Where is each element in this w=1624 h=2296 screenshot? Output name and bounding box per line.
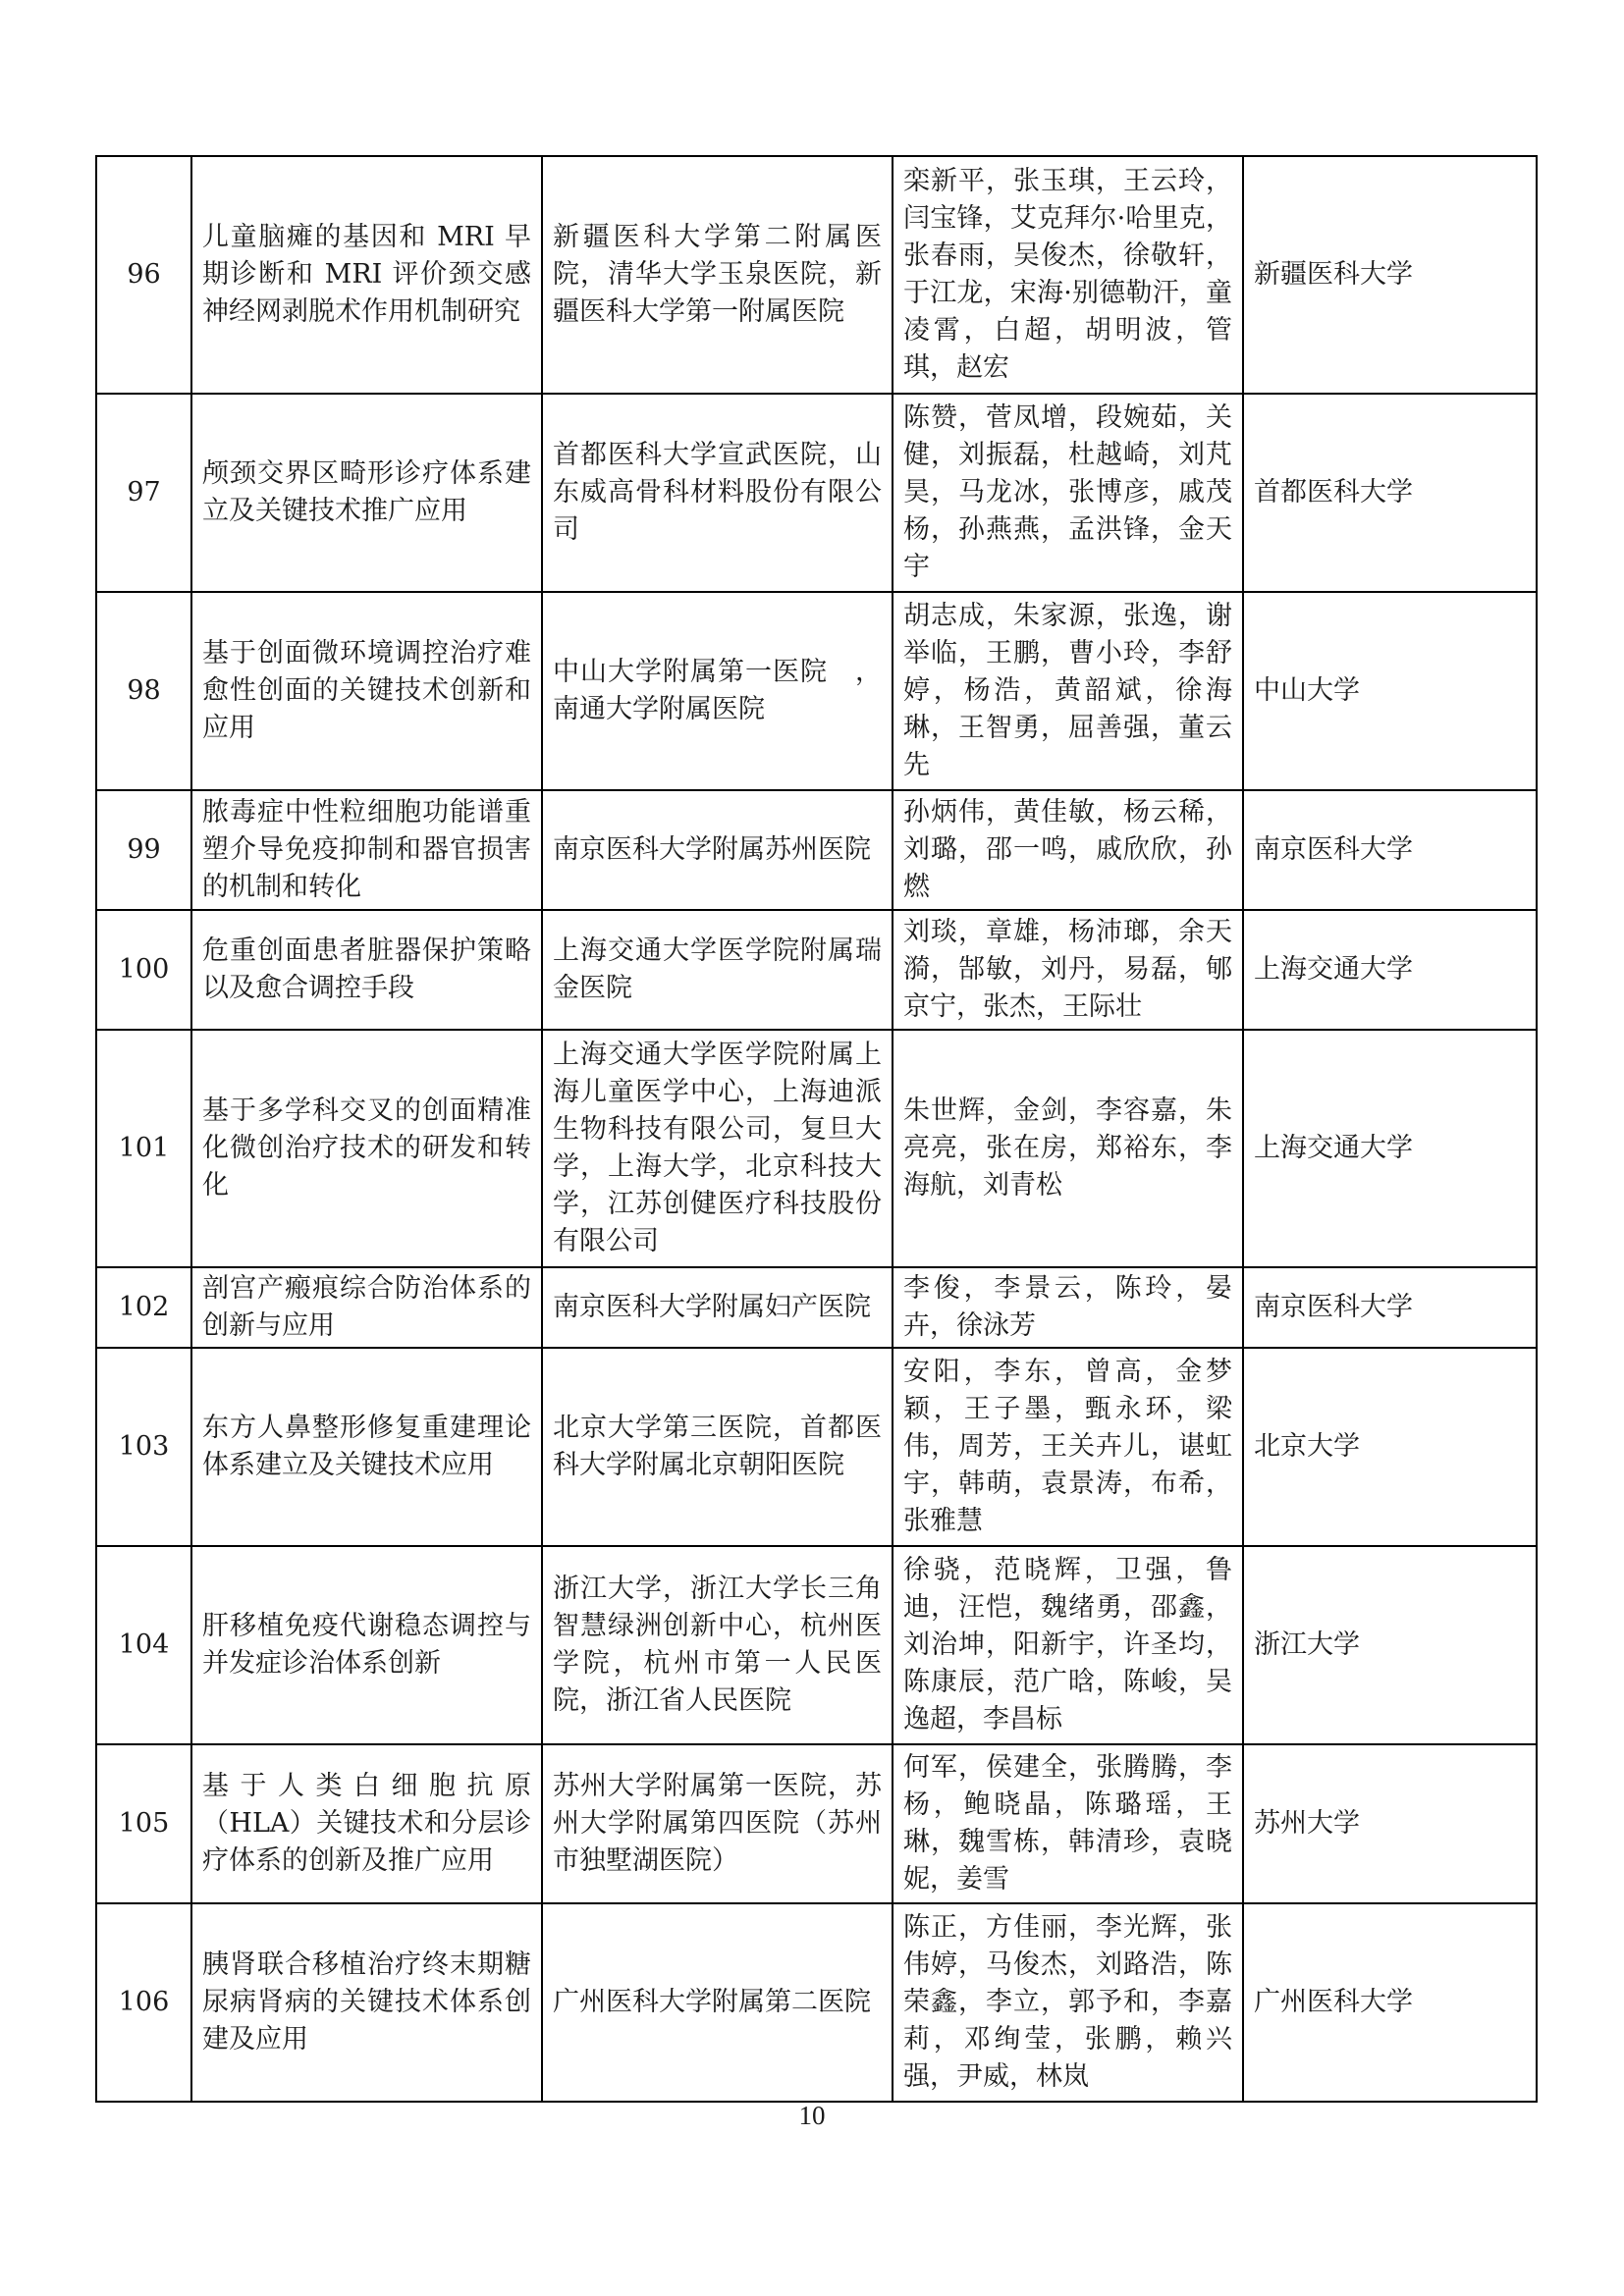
completing-people-text: 李俊，李景云，陈玲，晏卉，徐泳芳	[903, 1273, 1232, 1341]
completing-units	[542, 1030, 893, 1267]
completing-people	[893, 592, 1243, 790]
row-number: 106	[96, 1903, 191, 2102]
nominator-text: 南京医科大学	[1254, 834, 1413, 865]
nominator-text: 中山大学	[1254, 675, 1360, 706]
completing-people	[893, 156, 1243, 394]
nominator	[1243, 910, 1537, 1030]
project-title	[191, 910, 542, 1030]
project-title	[191, 1903, 542, 2102]
completing-people	[893, 1744, 1243, 1903]
completing-people-text: 何军，侯建全，张腾腾，李杨，鲍晓晶，陈璐瑶，王琳，魏雪栋，韩清珍，袁晓妮，姜雪	[903, 1752, 1232, 1895]
row-number: 105	[96, 1744, 191, 1903]
nominator	[1243, 1903, 1537, 2102]
row-number: 99	[96, 790, 191, 910]
completing-people-text: 安阳，李东，曾高，金梦颖，王子墨，甄永环，梁伟，周芳，王关卉儿，谌虹宇，韩萌，袁景涛，布希，张雅慧	[903, 1357, 1232, 1536]
project-title	[191, 1267, 542, 1348]
completing-units-text: 浙江大学，浙江大学长三角智慧绿洲创新中心，杭州医学院，杭州市第一人民医院，浙江省人民医院	[553, 1574, 882, 1716]
nominator	[1243, 156, 1537, 394]
project-title	[191, 1546, 542, 1744]
completing-people	[893, 1267, 1243, 1348]
project-title	[191, 394, 542, 592]
completing-people-text: 孙炳伟，黄佳敏，杨云稀，刘璐，邵一鸣，戚欣欣，孙燃	[903, 797, 1232, 902]
table-row	[96, 156, 1537, 394]
completing-units	[542, 1348, 893, 1546]
nominator-text: 新疆医科大学	[1254, 259, 1413, 290]
table-row	[96, 1744, 1537, 1903]
nominator	[1243, 1348, 1537, 1546]
row-number: 101	[96, 1030, 191, 1267]
completing-people-text: 徐骁，范晓辉，卫强，鲁迪，汪恺，魏绪勇，邵鑫，刘治坤，阳新宇，许圣均，陈康辰，范广晗，陈峻，吴逸超，李昌标	[903, 1555, 1232, 1735]
nominator	[1243, 394, 1537, 592]
table-row	[96, 1546, 1537, 1744]
project-title-text: 脓毒症中性粒细胞功能谱重塑介导免疫抑制和器官损害的机制和转化	[202, 797, 531, 902]
nominator	[1243, 790, 1537, 910]
completing-people	[893, 1903, 1243, 2102]
table-row	[96, 1903, 1537, 2102]
completing-people-text: 陈正，方佳丽，李光辉，张伟婷，马俊杰，刘路浩，陈荣鑫，李立，郭予和，李嘉莉，邓绚莹，张鹏，赖兴强，尹威，林岚	[903, 1912, 1232, 2092]
nominator-text: 首都医科大学	[1254, 477, 1413, 507]
nominator-text: 上海交通大学	[1254, 1133, 1413, 1163]
project-title	[191, 1348, 542, 1546]
nominator-text: 苏州大学	[1254, 1808, 1360, 1839]
nominator-text: 南京医科大学	[1254, 1292, 1413, 1322]
nominator-text: 北京大学	[1254, 1431, 1360, 1462]
nominator-text: 浙江大学	[1254, 1629, 1360, 1660]
completing-units	[542, 1903, 893, 2102]
completing-units	[542, 910, 893, 1030]
completing-units-text: 新疆医科大学第二附属医院，清华大学玉泉医院，新疆医科大学第一附属医院	[553, 222, 882, 327]
completing-units-text: 北京大学第三医院，首都医科大学附属北京朝阳医院	[553, 1413, 882, 1480]
completing-units	[542, 394, 893, 592]
project-title	[191, 592, 542, 790]
completing-units	[542, 790, 893, 910]
table-row	[96, 1267, 1537, 1348]
project-title	[191, 1030, 542, 1267]
project-title-text: 肝移植免疫代谢稳态调控与并发症诊治体系创新	[202, 1611, 531, 1679]
nominator	[1243, 1744, 1537, 1903]
nominator	[1243, 1267, 1537, 1348]
completing-people-text: 胡志成，朱家源，张逸，谢举临，王鹏，曹小玲，李舒婷，杨浩，黄韶斌，徐海琳，王智勇，屈善强，董云先	[903, 601, 1232, 780]
completing-people	[893, 910, 1243, 1030]
row-number: 100	[96, 910, 191, 1030]
completing-units-text: 广州医科大学附属第二医院	[553, 1987, 871, 2017]
project-title-text: 基于人类白细胞抗原（HLA）关键技术和分层诊疗体系的创新及推广应用	[202, 1771, 531, 1876]
nominator	[1243, 1546, 1537, 1744]
project-title-text: 剖宫产瘢痕综合防治体系的创新与应用	[202, 1273, 531, 1341]
completing-people	[893, 1348, 1243, 1546]
project-title	[191, 790, 542, 910]
table-row	[96, 1030, 1537, 1267]
completing-people	[893, 1030, 1243, 1267]
completing-people-text: 栾新平，张玉琪，王云玲，闫宝锋，艾克拜尔·哈里克，张春雨，吴俊杰，徐敬轩，于江龙，宋海·别德勒汗，童凌霄，白超，胡明波，管琪，赵宏	[903, 166, 1232, 383]
nominator-text: 广州医科大学	[1254, 1987, 1413, 2017]
completing-units	[542, 1546, 893, 1744]
project-title-text: 儿童脑瘫的基因和 MRI 早期诊断和 MRI 评价颈交感神经网剥脱术作用机制研究	[202, 222, 531, 327]
project-title	[191, 1744, 542, 1903]
row-number: 104	[96, 1546, 191, 1744]
table-row	[96, 592, 1537, 790]
table-row	[96, 790, 1537, 910]
row-number: 96	[96, 156, 191, 394]
completing-people	[893, 1546, 1243, 1744]
table-row	[96, 910, 1537, 1030]
nominator-text: 上海交通大学	[1254, 954, 1413, 985]
completing-units-text: 南京医科大学附属妇产医院	[553, 1292, 871, 1322]
completing-units-text: 中山大学附属第一医院 ，南通大学附属医院	[553, 657, 882, 724]
award-table	[95, 155, 1538, 2103]
completing-units-text: 苏州大学附属第一医院，苏州大学附属第四医院（苏州市独墅湖医院）	[553, 1771, 882, 1876]
table-row	[96, 394, 1537, 592]
completing-units-text: 上海交通大学医学院附属上海儿童医学中心，上海迪派生物科技有限公司，复旦大学，上海大学，北京科技大学，江苏创健医疗科技股份有限公司	[553, 1040, 882, 1256]
completing-units-text: 上海交通大学医学院附属瑞金医院	[553, 935, 882, 1003]
row-number: 97	[96, 394, 191, 592]
project-title	[191, 156, 542, 394]
completing-units-text: 南京医科大学附属苏州医院	[553, 834, 871, 865]
table-row	[96, 1348, 1537, 1546]
completing-units	[542, 1744, 893, 1903]
completing-people-text: 朱世辉，金剑，李容嘉，朱亮亮，张在房，郑裕东，李海航，刘青松	[903, 1095, 1232, 1201]
project-title-text: 东方人鼻整形修复重建理论体系建立及关键技术应用	[202, 1413, 531, 1480]
completing-units	[542, 1267, 893, 1348]
project-title-text: 胰肾联合移植治疗终末期糖尿病肾病的关键技术体系创建及应用	[202, 1949, 531, 2055]
row-number: 103	[96, 1348, 191, 1546]
nominator	[1243, 592, 1537, 790]
nominator	[1243, 1030, 1537, 1267]
completing-people	[893, 394, 1243, 592]
completing-people-text: 陈赞，菅凤增，段婉茹，关健，刘振磊，杜越崎，刘芃昊，马龙冰，张博彦，戚茂杨，孙燕燕，孟洪锋，金天宇	[903, 402, 1232, 582]
project-title-text: 基于多学科交叉的创面精准化微创治疗技术的研发和转化	[202, 1095, 531, 1201]
project-title-text: 危重创面患者脏器保护策略以及愈合调控手段	[202, 935, 531, 1003]
completing-people	[893, 790, 1243, 910]
project-title-text: 基于创面微环境调控治疗难愈性创面的关键技术创新和应用	[202, 638, 531, 743]
completing-units	[542, 592, 893, 790]
row-number: 102	[96, 1267, 191, 1348]
page-number: 10	[798, 2101, 826, 2130]
row-number: 98	[96, 592, 191, 790]
project-title-text: 颅颈交界区畸形诊疗体系建立及关键技术推广应用	[202, 458, 531, 526]
completing-people-text: 刘琰，章雄，杨沛瑯，余天漪，郜敏，刘丹，易磊，郇京宁，张杰，王际壮	[903, 917, 1232, 1022]
completing-units-text: 首都医科大学宣武医院，山东威高骨科材料股份有限公司	[553, 440, 882, 545]
completing-units	[542, 156, 893, 394]
